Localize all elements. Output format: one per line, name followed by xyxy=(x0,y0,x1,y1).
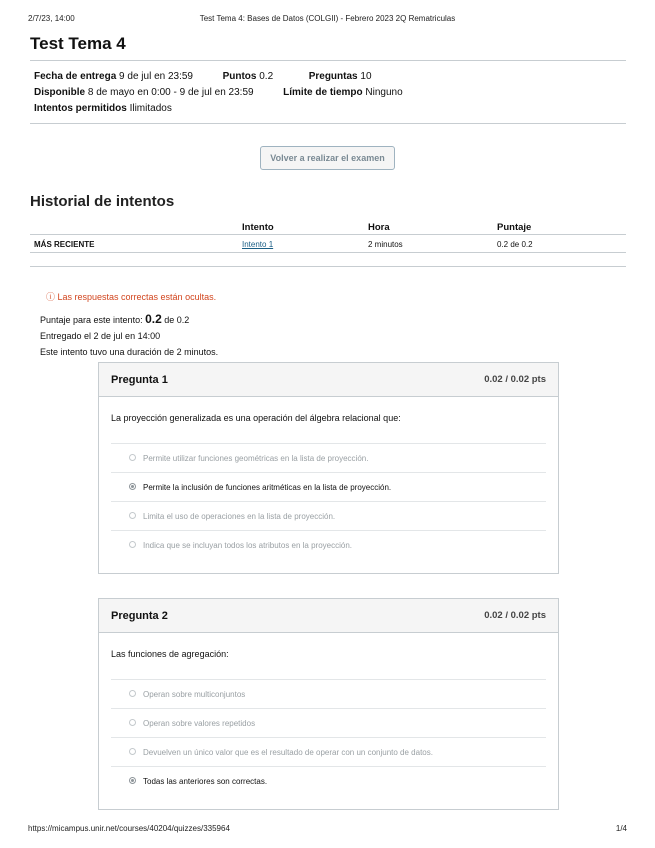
answer-list xyxy=(111,679,546,796)
print-page-number: 1/4 xyxy=(615,824,627,833)
time-limit-label: Límite de tiempo xyxy=(283,87,363,98)
available-value: 8 de mayo en 0:00 - 9 de jul en 23:59 xyxy=(87,87,254,98)
radio-icon xyxy=(129,719,136,726)
answer-label: Permite la inclusión de funciones aritméticas en la lista de proyección. xyxy=(143,483,392,492)
answer-option xyxy=(111,738,546,767)
submitted-line: Entregado el 2 de jul en 14:00 xyxy=(40,331,161,341)
answer-label: Operan sobre valores repetidos xyxy=(143,719,256,728)
attempt-score-line xyxy=(40,311,218,328)
history-title: Historial de intentos xyxy=(30,193,175,210)
radio-icon xyxy=(129,748,136,755)
answer-option-selected xyxy=(111,473,546,502)
history-table-header xyxy=(30,217,626,235)
attempt-score: 0.2 de 0.2 xyxy=(497,240,533,249)
question-points: 0.02 / 0.02 pts xyxy=(484,610,546,621)
question-name: Pregunta 1 xyxy=(111,374,168,386)
hidden-answers-notice: ⓘ Las respuestas correctas están ocultas. xyxy=(46,292,217,302)
radio-icon xyxy=(129,690,136,697)
question-header xyxy=(99,599,558,633)
history-header-score: Puntaje xyxy=(497,222,532,233)
radio-icon xyxy=(129,454,136,461)
question-name: Pregunta 2 xyxy=(111,610,168,622)
answer-option xyxy=(111,444,546,473)
retake-container xyxy=(0,146,655,170)
radio-icon xyxy=(129,512,136,519)
question-points: 0.02 / 0.02 pts xyxy=(484,374,546,385)
answer-label: Operan sobre multiconjuntos xyxy=(143,690,246,699)
radio-selected-icon xyxy=(129,777,136,784)
question-text: La proyección generalizada es una operación del álgebra relacional que: xyxy=(111,413,401,423)
questions-value: 10 xyxy=(360,71,372,82)
attempt-score-suffix: de 0.2 xyxy=(161,315,190,325)
answer-list xyxy=(111,443,546,560)
quiz-details-row-2 xyxy=(34,85,622,101)
question-text: Las funciones de agregación: xyxy=(111,649,229,659)
duration-line: Este intento tuvo una duración de 2 minutos. xyxy=(40,347,219,357)
attempts-label: Intentos permitidos xyxy=(34,103,127,114)
due-label: Fecha de entrega xyxy=(34,71,117,82)
history-header-time: Hora xyxy=(368,222,390,233)
answer-option xyxy=(111,680,546,709)
print-header xyxy=(28,14,627,26)
table-row xyxy=(30,235,626,253)
attempt-time: 2 minutos xyxy=(368,240,403,249)
answer-option-selected xyxy=(111,767,546,796)
answer-label: Limita el uso de operaciones en la lista de proyección. xyxy=(143,512,336,521)
answer-label: Permite utilizar funciones geométricas en la lista de proyección. xyxy=(143,454,369,463)
available-label: Disponible xyxy=(34,87,86,98)
attempt-score-value: 0.2 xyxy=(145,312,162,326)
answer-label: Todas las anteriores son correctas. xyxy=(143,777,268,786)
quiz-details xyxy=(30,60,626,124)
page-title: Test Tema 4 xyxy=(30,34,126,53)
question-1 xyxy=(98,362,559,574)
answer-option xyxy=(111,502,546,531)
print-url: https://micampus.unir.net/courses/40204/quizzes/335964 xyxy=(28,824,230,833)
print-date: 2/7/23, 14:00 xyxy=(28,14,75,23)
history-table xyxy=(30,217,626,253)
quiz-details-row-1 xyxy=(34,69,622,85)
due-value: 9 de jul en 23:59 xyxy=(119,71,193,82)
time-limit-value: Ninguno xyxy=(365,87,403,98)
print-footer xyxy=(28,824,627,836)
question-header xyxy=(99,363,558,397)
quiz-details-row-3 xyxy=(34,101,622,117)
radio-icon xyxy=(129,541,136,548)
radio-selected-icon xyxy=(129,483,136,490)
attempt-summary xyxy=(40,311,218,360)
answer-option xyxy=(111,531,546,560)
attempt-score-prefix: Puntaje para este intento: xyxy=(40,315,146,325)
divider xyxy=(30,266,626,267)
points-value: 0.2 xyxy=(259,71,274,82)
retake-quiz-button[interactable]: Volver a realizar el examen xyxy=(260,146,394,170)
answer-option xyxy=(111,709,546,738)
attempts-value: Ilimitados xyxy=(129,103,172,114)
answer-label: Devuelven un único valor que es el resultado de operar con un conjunto de datos. xyxy=(143,748,433,757)
points-label: Puntos xyxy=(222,71,257,82)
history-header-attempt: Intento xyxy=(242,222,274,233)
question-2 xyxy=(98,598,559,810)
print-doc-title: Test Tema 4: Bases de Datos (COLGII) - Febrero 2023 2Q Rematriculas xyxy=(199,14,456,23)
questions-label: Preguntas xyxy=(308,71,358,82)
answer-label: Indica que se incluyan todos los atributos en la proyección. xyxy=(143,541,353,550)
most-recent-tag: MÁS RECIENTE xyxy=(34,240,95,249)
attempt-link[interactable]: Intento 1 xyxy=(242,240,274,249)
